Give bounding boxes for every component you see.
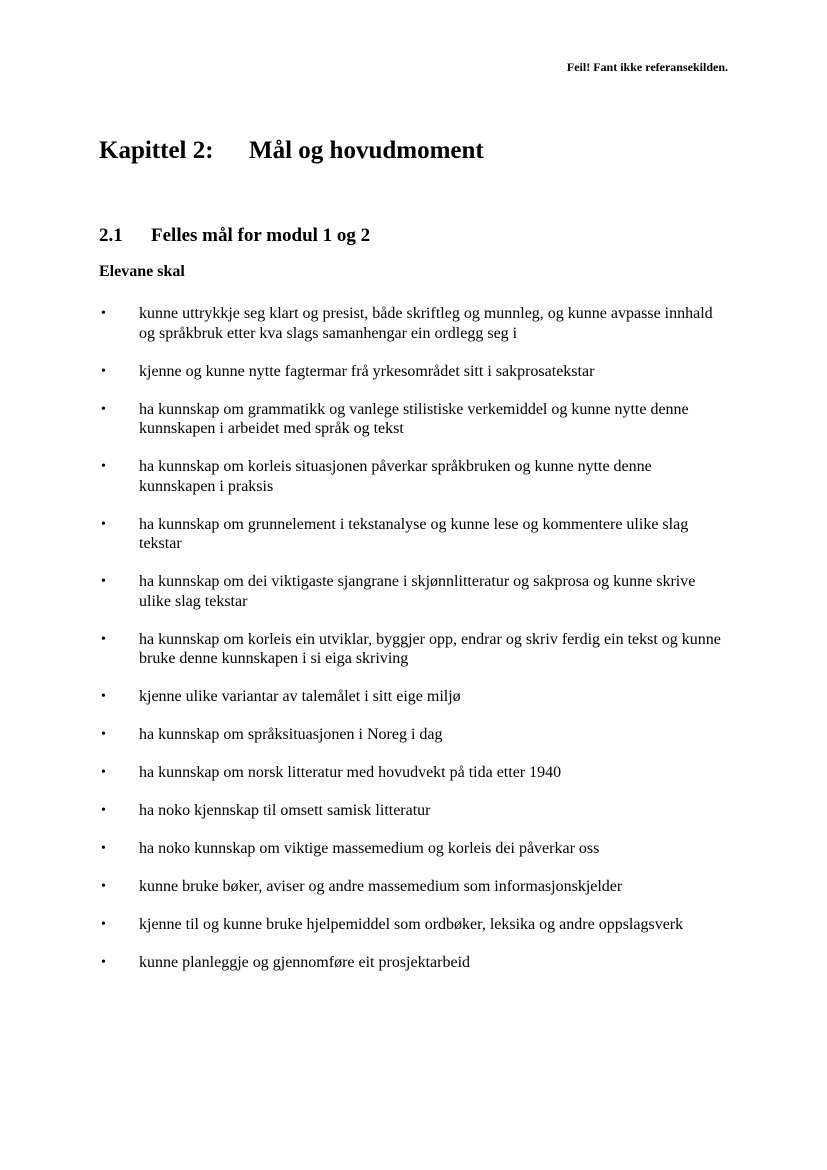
list-item: [99, 457, 727, 496]
list-item: [99, 877, 727, 897]
list-item: [99, 763, 727, 783]
list-item: [99, 304, 727, 343]
goal-text: ha kunnskap om norsk litteratur med hovudvekt på tida etter 1940: [139, 764, 562, 781]
bullet-icon: •: [101, 841, 106, 856]
list-item: [99, 572, 727, 611]
list-item: [99, 362, 727, 382]
bullet-icon: •: [101, 803, 106, 818]
list-item: [99, 801, 727, 821]
list-item: [99, 630, 727, 669]
goal-text: ha kunnskap om dei viktigaste sjangrane i skjønnlitteratur og sakprosa og kunne skrive ulike slag tekstar: [139, 573, 696, 610]
goal-text: kunne uttrykkje seg klart og presist, både skriftleg og munnleg, og kunne avpasse innhald og språkbruk etter kva slags samanhengar ein ordlegg seg i: [139, 305, 713, 342]
bullet-icon: •: [101, 955, 106, 970]
goal-text: kunne planleggje og gjennomføre eit prosjektarbeid: [139, 954, 471, 971]
goal-text: kunne bruke bøker, aviser og andre massemedium som informasjonskjelder: [139, 878, 623, 895]
bullet-icon: •: [101, 516, 106, 532]
list-item: [99, 953, 727, 973]
bullet-icon: •: [101, 574, 106, 589]
goal-text: ha kunnskap om språksituasjonen i Noreg i dag: [139, 726, 443, 743]
goal-text: kjenne og kunne nytte fagtermar frå yrkesområdet sitt i sakprosatekstar: [139, 362, 595, 380]
reference-error-header: Feil! Fant ikke referansekilden.: [566, 60, 728, 74]
list-item: [99, 839, 727, 859]
list-item: [99, 687, 727, 707]
section-number: 2.1: [99, 225, 123, 246]
chapter-number: Kapittel 2:: [99, 137, 214, 164]
bullet-icon: •: [101, 879, 106, 894]
list-item: [99, 915, 727, 935]
list-item: [99, 515, 727, 554]
bullet-icon: •: [101, 459, 106, 474]
list-item: [99, 400, 727, 439]
goal-text: kjenne til og kunne bruke hjelpemiddel som ordbøker, leksika og andre oppslagsverk: [139, 916, 684, 933]
bullet-icon: •: [101, 765, 106, 780]
bullet-icon: •: [101, 917, 106, 932]
bullet-icon: •: [101, 689, 106, 704]
goal-text: ha kunnskap om korleis ein utviklar, byggjer opp, endrar og skriv ferdig ein tekst og kunne bruke denne kunnskapen i si eiga skriving: [139, 630, 721, 667]
goals-list: [99, 304, 727, 991]
bullet-icon: •: [101, 306, 106, 321]
list-item: [99, 725, 727, 745]
goal-text: kjenne ulike variantar av talemålet i sitt eige miljø: [139, 688, 461, 705]
section-heading: [99, 225, 370, 247]
chapter-title: Mål og hovudmoment: [249, 137, 484, 164]
goal-text: ha noko kunnskap om viktige massemedium og korleis dei påverkar oss: [139, 840, 600, 857]
bullet-icon: •: [101, 401, 106, 417]
section-title: Felles mål for modul 1 og 2: [151, 225, 371, 246]
goal-text: ha noko kjennskap til omsett samisk litteratur: [139, 802, 431, 819]
goal-text: ha kunnskap om grammatikk og vanlege stilistiske verkemiddel og kunne nytte denne kunnskapen i arbeidet med språk og tekst: [139, 400, 689, 437]
goal-text: ha kunnskap om grunnelement i tekstanalyse og kunne lese og kommentere ulike slag tekstar: [139, 515, 689, 552]
bullet-icon: •: [101, 363, 106, 379]
bullet-icon: •: [101, 727, 106, 742]
bullet-icon: •: [101, 631, 106, 647]
chapter-heading: [99, 137, 484, 165]
subheading: Elevane skal: [99, 263, 185, 280]
goal-text: ha kunnskap om korleis situasjonen påverkar språkbruken og kunne nytte denne kunnskapen i praksis: [139, 458, 652, 495]
